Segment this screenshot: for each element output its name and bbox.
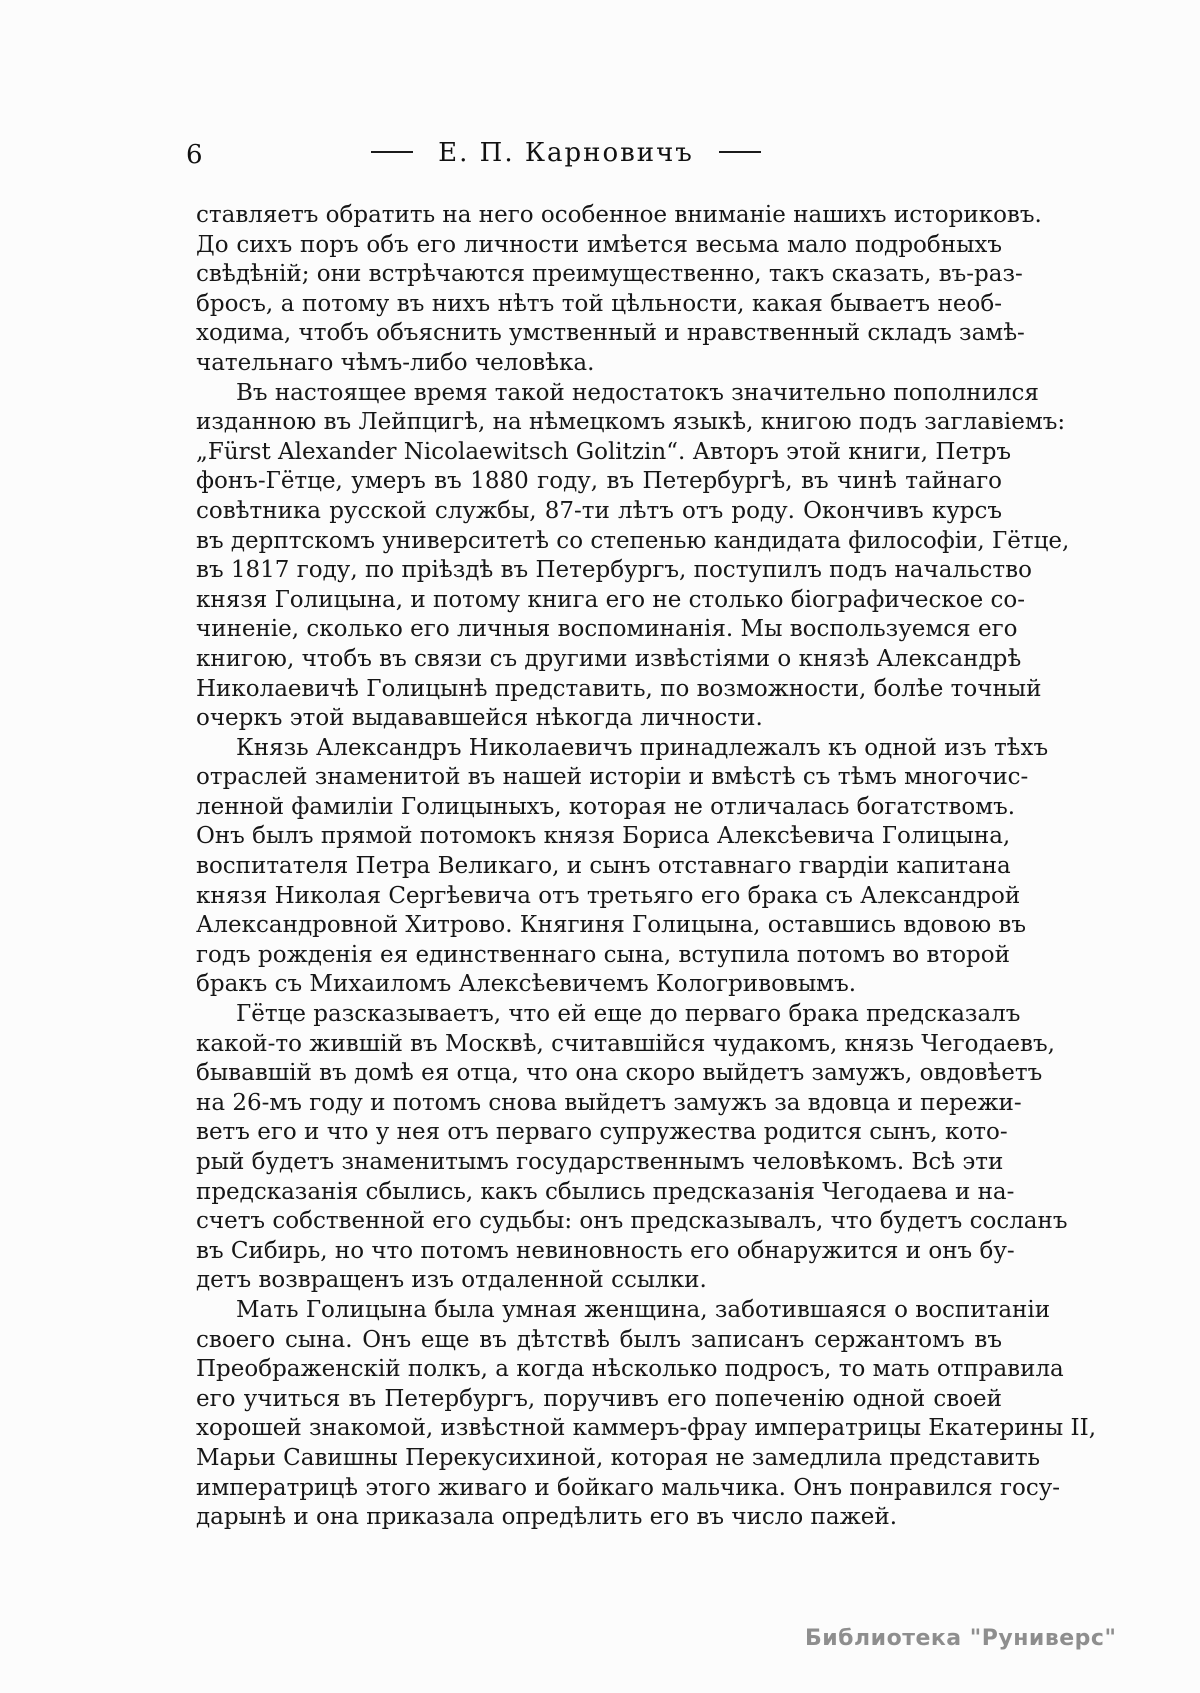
text-line: ленной фамиліи Голицыныхъ, которая не отличалась богатствомъ. [196,793,1016,820]
text-line: Александровной Хитрово. Княгиня Голицына, оставшись вдовою въ [196,912,1027,939]
text-line: годъ рожденія ея единственнаго сына, вступила потомъ во второй [196,941,1010,968]
text-line: какой-то жившій въ Москвѣ, считавшійся чудакомъ, князь Чегодаевъ, [196,1030,1055,1057]
text-line: хорошей знакомой, извѣстной каммеръ-фрау императрицы Екатерины II, [196,1415,1096,1442]
text-line: Въ настоящее время такой недостатокъ значительно пополнился [236,379,1039,406]
text-line: бракъ съ Михаиломъ Алексѣевичемъ Кологривовымъ. [196,971,857,998]
text-line: счетъ собственной его судьбы: онъ предсказывалъ, что будетъ сосланъ [196,1208,1068,1235]
text-line: Марьи Савишны Перекусихиной, которая не замедлила представить [196,1444,1041,1471]
text-line: дарынѣ и она приказала опредѣлить его въ число пажей. [196,1504,898,1531]
text-line: „Fürst Alexander Nicolaewitsch Golitzin“. Авторъ этой книги, Петръ [196,438,1012,465]
header-rule-right [719,151,761,153]
text-line: рый будетъ знаменитымъ государственнымъ человѣкомъ. Всѣ эти [196,1149,1004,1175]
text-line: свѣдѣній; они встрѣчаются преимущественно, такъ сказать, въ-раз- [196,261,1023,288]
text-line: въ 1817 году, по пріѣздѣ въ Петербургъ, поступилъ подъ начальство [196,557,1032,584]
text-line: книгою, чтобъ въ связи съ другими извѣстіями о князѣ Александрѣ [196,645,1022,672]
text-line: Преображенскій полкъ, а когда нѣсколько подросъ, то мать отправила [196,1356,1064,1383]
text-line: Князь Александръ Николаевичъ принадлежалъ къ одной изъ тѣхъ [236,734,1049,761]
text-line: предсказанія сбылись, какъ сбылись предсказанія Чегодаева и на- [196,1178,1015,1205]
text-line: Николаевичѣ Голицынѣ представить, по возможности, болѣе точный [196,675,1042,702]
text-line: въ дерптскомъ университетѣ со степенью кандидата философіи, Гётце, [196,527,1070,554]
text-line: детъ возвращенъ изъ отдаленной ссылки. [196,1267,707,1294]
text-line: изданною въ Лейпцигѣ, на нѣмецкомъ языкѣ, книгою подъ заглавіемъ: [196,409,1066,436]
text-line: ветъ его и что у нея отъ перваго супружества родится сынъ, кото- [196,1119,1008,1146]
text-line: отраслей знаменитой въ нашей исторіи и вмѣстѣ съ тѣмъ многочис- [196,764,1029,791]
page-number: 6 [186,140,203,170]
text-line: бывавшій въ домѣ ея отца, что она скоро выйдетъ замужъ, овдовѣетъ [196,1060,1043,1087]
text-line: До сихъ поръ объ его личности имѣется весьма мало подробныхъ [196,231,1002,258]
text-line: императрицѣ этого живаго и бойкаго мальчика. Онъ понравился госу- [196,1474,1061,1501]
text-line: воспитателя Петра Великаго, и сынъ отставнаго гвардіи капитана [196,853,1011,880]
text-line: на 26-мъ году и потомъ снова выйдетъ замужъ за вдовца и пережи- [196,1089,1022,1116]
text-line: Мать Голицына была умная женщина, заботившаяся о воспитаніи [236,1296,1051,1323]
text-line: его учиться въ Петербургъ, поручивъ его попеченію одной своей [196,1385,1002,1412]
text-line: своего сына. Онъ еще въ дѣтствѣ былъ записанъ сержантомъ въ [196,1326,1002,1353]
text-line: князя Николая Сергѣевича отъ третьяго его брака съ Александрой [196,882,1021,909]
body-text [196,201,1096,1533]
text-line: очеркъ этой выдававшейся нѣкогда личности. [196,705,763,732]
text-line: ходима, чтобъ объяснить умственный и нравственный складъ замѣ- [196,320,1025,347]
text-line: Онъ былъ прямой потомокъ князя Бориса Алексѣевича Голицына, [196,823,1011,850]
text-line: чиненіе, сколько его личныя воспоминанія. Мы воспользуемся его [196,616,1018,643]
text-line: фонъ-Гётце, умеръ въ 1880 году, въ Петербургѣ, въ чинѣ тайнаго [196,468,1002,495]
text-line: Гётце разсказываетъ, что ей еще до перваго брака предсказалъ [236,1001,1021,1028]
text-line: бросъ, а потому въ нихъ нѣтъ той цѣльности, какая бываетъ необ- [196,290,1002,317]
running-head [196,138,936,168]
text-line: чательнаго чѣмъ-либо человѣка. [196,349,595,376]
author-name: Е. П. Карновичъ [438,138,694,168]
text-line: въ Сибирь, но что потомъ невиновность его обнаружится и онъ бу- [196,1237,1015,1264]
text-line: князя Голицына, и потому книга его не столько біографическое со- [196,586,1025,613]
text-line: совѣтника русской службы, 87-ти лѣтъ отъ роду. Окончивъ курсъ [196,497,1002,524]
header-rule-left [371,151,413,153]
watermark: Библиотека "Руниверс" [805,1626,1117,1651]
text-line: ставляетъ обратить на него особенное вниманіе нашихъ историковъ. [196,202,1042,228]
